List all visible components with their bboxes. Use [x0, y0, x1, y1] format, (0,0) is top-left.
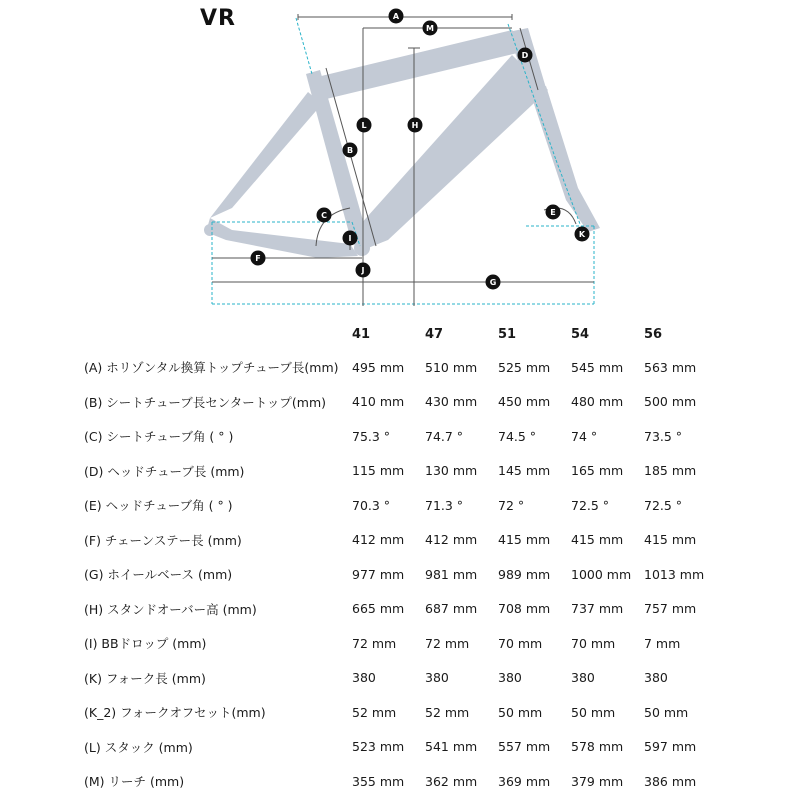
- value-cell: 415 mm: [498, 532, 551, 548]
- value-cell: 75.3 °: [352, 428, 391, 444]
- value-cell: 495 mm: [352, 359, 405, 375]
- badge-D: [518, 48, 533, 63]
- value-cell: 525 mm: [498, 359, 551, 375]
- badge-F: [251, 251, 266, 266]
- badge-K: [575, 227, 590, 242]
- seat-stay: [210, 92, 322, 218]
- value-cell: 380: [425, 670, 449, 686]
- svg-text:C: C: [321, 211, 327, 220]
- badge-G: [486, 275, 501, 290]
- value-cell: 380: [571, 670, 595, 686]
- value-cell: 369 mm: [498, 773, 551, 789]
- table-row: [84, 626, 717, 661]
- value-cell: 430 mm: [425, 394, 478, 410]
- rear-dropout: [204, 224, 216, 236]
- row-label: (C) シートチューブ角 ( ° ): [84, 429, 234, 445]
- value-cell: 557 mm: [498, 739, 551, 755]
- size-header: 54: [571, 326, 590, 342]
- svg-text:G: G: [489, 278, 497, 287]
- svg-text:M: M: [426, 24, 434, 33]
- frame-geometry-diagram: [0, 0, 800, 310]
- svg-text:B: B: [346, 146, 354, 155]
- value-cell: 73.5 °: [644, 428, 683, 444]
- table-row: [84, 419, 717, 454]
- row-label: (B) シートチューブ長センタートップ(mm): [84, 394, 327, 410]
- svg-text:F: F: [255, 254, 261, 263]
- value-cell: 578 mm: [571, 739, 624, 755]
- row-label: (K) フォーク長 (mm): [84, 670, 206, 686]
- value-cell: 1013 mm: [644, 566, 705, 582]
- table-row: [84, 523, 717, 558]
- value-cell: 130 mm: [425, 463, 478, 479]
- value-cell: 757 mm: [644, 601, 697, 617]
- bottom-bracket: [354, 240, 370, 256]
- badge-E: [546, 205, 561, 220]
- badge-I: [343, 231, 358, 246]
- badge-M: [423, 21, 438, 36]
- geometry-table: [84, 318, 717, 799]
- value-cell: 450 mm: [498, 394, 551, 410]
- value-cell: 185 mm: [644, 463, 697, 479]
- row-label: (L) スタック (mm): [84, 739, 193, 755]
- header-label-cell: [84, 318, 352, 350]
- value-cell: 410 mm: [352, 394, 405, 410]
- value-cell: 74.7 °: [425, 428, 464, 444]
- table-row: [84, 350, 717, 385]
- value-cell: 379 mm: [571, 773, 624, 789]
- bike-frame: [204, 28, 600, 258]
- size-header: 56: [644, 326, 663, 342]
- row-label: (K_2) フォークオフセット(mm): [84, 705, 266, 721]
- row-label: (E) ヘッドチューブ角 ( ° ): [84, 498, 233, 514]
- size-header: 47: [425, 326, 444, 342]
- value-cell: 7 mm: [644, 635, 681, 651]
- badge-J: [356, 263, 371, 278]
- size-header: 51: [498, 326, 517, 342]
- row-label: (A) ホリゾンタル換算トップチューブ長(mm): [84, 360, 339, 376]
- row-label: (M) リーチ (mm): [84, 774, 185, 790]
- value-cell: 72.5 °: [644, 497, 683, 513]
- page-title: VR: [200, 6, 236, 31]
- svg-text:A: A: [392, 12, 400, 21]
- value-cell: 545 mm: [571, 359, 624, 375]
- svg-text:D: D: [521, 51, 529, 60]
- value-cell: 480 mm: [571, 394, 624, 410]
- value-cell: 72.5 °: [571, 497, 610, 513]
- table-row: [84, 730, 717, 765]
- svg-text:H: H: [411, 121, 419, 130]
- table-row: [84, 557, 717, 592]
- value-cell: 415 mm: [644, 532, 697, 548]
- value-cell: 72 mm: [425, 635, 470, 651]
- value-cell: 541 mm: [425, 739, 478, 755]
- value-cell: 563 mm: [644, 359, 697, 375]
- value-cell: 1000 mm: [571, 566, 632, 582]
- value-cell: 362 mm: [425, 773, 478, 789]
- row-label: (G) ホイールベース (mm): [84, 567, 233, 583]
- value-cell: 72 °: [498, 497, 525, 513]
- value-cell: 665 mm: [352, 601, 405, 617]
- value-cell: 52 mm: [352, 704, 397, 720]
- value-cell: 74 °: [571, 428, 598, 444]
- value-cell: 145 mm: [498, 463, 551, 479]
- badge-H: [408, 118, 423, 133]
- badge-B: [343, 143, 358, 158]
- value-cell: 70 mm: [571, 635, 616, 651]
- table-row: [84, 385, 717, 420]
- svg-text:E: E: [550, 208, 556, 217]
- value-cell: 412 mm: [425, 532, 478, 548]
- table-row: [84, 488, 717, 523]
- value-cell: 412 mm: [352, 532, 405, 548]
- row-label: (H) スタンドオーバー高 (mm): [84, 601, 257, 617]
- value-cell: 50 mm: [498, 704, 543, 720]
- value-cell: 72 mm: [352, 635, 397, 651]
- value-cell: 510 mm: [425, 359, 478, 375]
- value-cell: 597 mm: [644, 739, 697, 755]
- value-cell: 70.3 °: [352, 497, 391, 513]
- table-row: [84, 454, 717, 489]
- badge-C: [317, 208, 332, 223]
- value-cell: 74.5 °: [498, 428, 537, 444]
- value-cell: 355 mm: [352, 773, 405, 789]
- value-cell: 50 mm: [571, 704, 616, 720]
- badge-L: [357, 118, 372, 133]
- value-cell: 523 mm: [352, 739, 405, 755]
- table-row: [84, 764, 717, 799]
- value-cell: 737 mm: [571, 601, 624, 617]
- table-row: [84, 661, 717, 696]
- value-cell: 687 mm: [425, 601, 478, 617]
- row-label: (F) チェーンステー長 (mm): [84, 532, 242, 548]
- chain-stay: [206, 218, 358, 258]
- value-cell: 165 mm: [571, 463, 624, 479]
- badge-A: [389, 9, 404, 24]
- value-cell: 52 mm: [425, 704, 470, 720]
- row-label: (I) BBドロップ (mm): [84, 636, 207, 652]
- value-cell: 50 mm: [644, 704, 689, 720]
- value-cell: 989 mm: [498, 566, 551, 582]
- value-cell: 380: [498, 670, 522, 686]
- value-cell: 71.3 °: [425, 497, 464, 513]
- value-cell: 977 mm: [352, 566, 405, 582]
- table-row: [84, 592, 717, 627]
- value-cell: 115 mm: [352, 463, 405, 479]
- svg-text:J: J: [361, 266, 365, 275]
- value-cell: 386 mm: [644, 773, 697, 789]
- svg-text:L: L: [361, 121, 367, 130]
- table-row: [84, 695, 717, 730]
- value-cell: 70 mm: [498, 635, 543, 651]
- value-cell: 981 mm: [425, 566, 478, 582]
- value-cell: 708 mm: [498, 601, 551, 617]
- value-cell: 380: [352, 670, 376, 686]
- row-label: (D) ヘッドチューブ長 (mm): [84, 463, 245, 479]
- svg-text:I: I: [348, 234, 352, 243]
- value-cell: 500 mm: [644, 394, 697, 410]
- value-cell: 380: [644, 670, 668, 686]
- table-header-row: [84, 318, 717, 350]
- svg-text:K: K: [578, 230, 586, 239]
- value-cell: 415 mm: [571, 532, 624, 548]
- size-header: 41: [352, 326, 371, 342]
